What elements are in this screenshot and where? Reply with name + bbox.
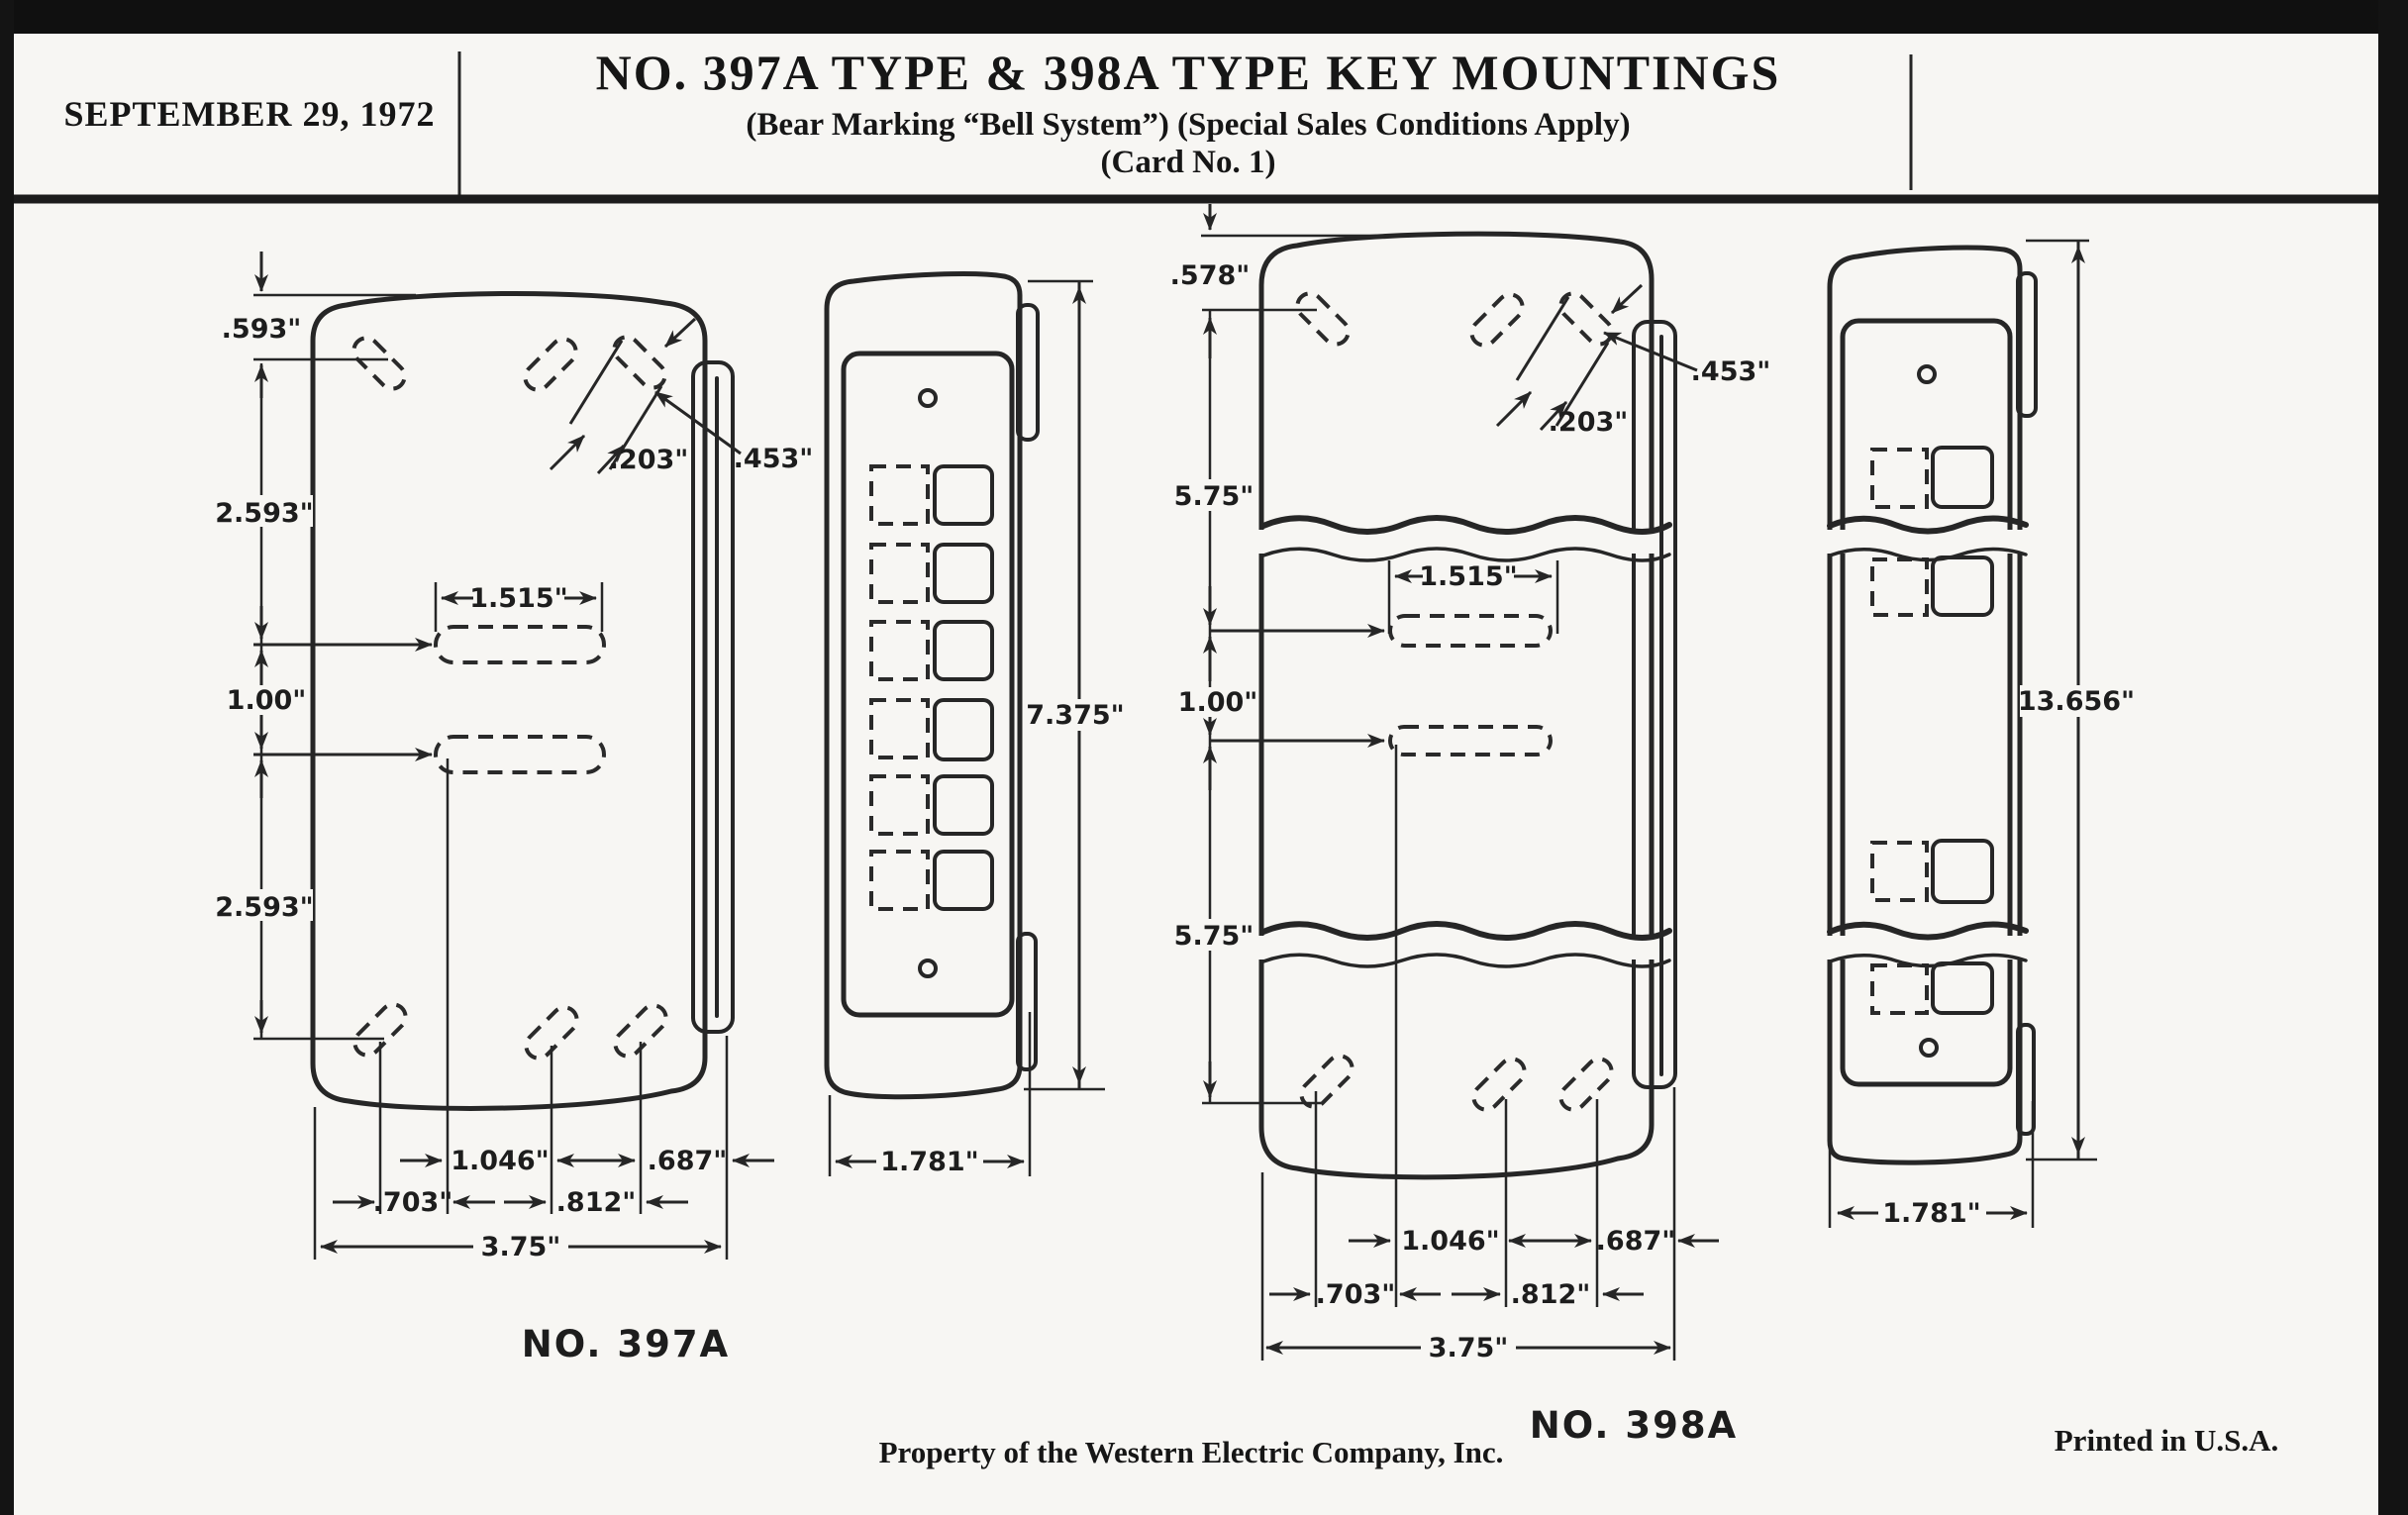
card-number: (Card No. 1)	[1100, 145, 1276, 180]
caption-398a: NO. 398A	[1529, 1404, 1739, 1447]
dim-label-key-slot-width: .203"	[1548, 407, 1629, 438]
top-left-key-slot	[349, 333, 410, 394]
cover-outline	[1830, 248, 2020, 1162]
issue-date: SEPTEMBER 29, 1972	[63, 94, 436, 134]
caption-397a: NO. 397A	[521, 1323, 731, 1365]
bottom-screw-hole	[1921, 1040, 1937, 1056]
dim-label-mid-span: 1.00"	[226, 685, 307, 716]
dim-label-top-offset: .578"	[1169, 260, 1251, 291]
dim-label-left-gap: .703"	[372, 1187, 453, 1218]
property-note: Property of the Western Electric Company, Inc.	[878, 1435, 1504, 1469]
extension-lines	[1201, 236, 1674, 1361]
bottom-screw-hole	[920, 960, 936, 976]
break-line	[1263, 518, 1669, 532]
dim-label-slot-length: 1.515"	[1419, 561, 1518, 592]
left-scan-edge	[0, 0, 14, 1515]
dim-label-hole-gap-center: 1.046"	[1401, 1226, 1500, 1257]
top-left-key-slot	[1292, 288, 1354, 350]
top-right-key-slot	[1555, 288, 1617, 350]
dim-label-overall-height: 13.656"	[2017, 686, 2136, 717]
inner-panel	[844, 354, 1012, 1015]
top-right-key-slot	[609, 332, 670, 393]
front-397a-drawing	[215, 252, 813, 1365]
top-center-key-slot	[1466, 289, 1528, 351]
break-line	[1263, 924, 1669, 938]
dim-label-mid-span: 1.00"	[1177, 687, 1258, 718]
upper-mounting-slot	[436, 627, 604, 662]
dim-label-lower-span: 2.593"	[215, 892, 314, 923]
break-line	[1830, 925, 2026, 938]
dim-label-edge-gap: .687"	[1595, 1226, 1676, 1257]
break-line	[1830, 519, 2026, 532]
sheet-subtitle: (Bear Marking “Bell System”) (Special Sales Conditions Apply)	[746, 107, 1631, 143]
upper-mounting-slot	[1390, 616, 1551, 646]
dim-label-overall-width: 1.781"	[880, 1147, 979, 1177]
dim-label-upper-span: 2.593"	[215, 498, 314, 529]
top-scan-edge	[0, 0, 2408, 34]
top-center-key-slot	[520, 334, 581, 395]
dim-label-slot-length: 1.515"	[469, 583, 568, 614]
dim-label-lower-span: 5.75"	[1173, 921, 1254, 952]
lower-mounting-slot	[1390, 727, 1551, 755]
sheet-title: NO. 397A TYPE & 398A TYPE KEY MOUNTINGS	[595, 45, 1781, 100]
top-screw-hole	[1919, 366, 1935, 382]
dim-label-hole-gap-center: 1.046"	[451, 1146, 550, 1176]
dim-label-top-offset: .593"	[221, 314, 302, 345]
side-397a-drawing	[827, 274, 1127, 1177]
bottom-center-key-slot	[1468, 1054, 1530, 1115]
dim-label-right-gap: .812"	[555, 1187, 637, 1218]
plate-outline	[1261, 234, 1652, 1177]
dim-label-upper-span: 5.75"	[1173, 481, 1254, 512]
dim-label-key-slot-length: .453"	[1690, 356, 1771, 387]
dim-label-right-gap: .812"	[1510, 1279, 1591, 1310]
dim-label-left-gap: .703"	[1315, 1279, 1396, 1310]
front-398a-drawing	[1170, 204, 1771, 1447]
side-398a-drawing	[1824, 241, 2137, 1229]
dim-label-overall-width: 3.75"	[1428, 1333, 1509, 1364]
header	[14, 45, 2378, 199]
key-button-rows	[871, 466, 992, 909]
bottom-right-key-slot	[1555, 1054, 1617, 1115]
dim-label-overall-width: 1.781"	[1882, 1198, 1981, 1229]
printed-note: Printed in U.S.A.	[2054, 1423, 2279, 1458]
top-screw-hole	[920, 390, 936, 406]
dim-label-edge-gap: .687"	[647, 1146, 728, 1176]
plate-outline	[313, 293, 705, 1108]
mounting-flange	[693, 362, 733, 1032]
dim-label-overall-height: 7.375"	[1026, 700, 1125, 731]
lower-mounting-slot	[436, 737, 604, 772]
dim-label-overall-width: 3.75"	[480, 1232, 561, 1262]
dim-label-key-slot-width: .203"	[608, 445, 689, 475]
mounting-flange	[1634, 322, 1675, 1087]
right-scan-edge	[2378, 0, 2408, 1515]
extension-lines	[253, 295, 727, 1260]
width-dimension	[1830, 1101, 2033, 1229]
dim-label-key-slot-length: .453"	[733, 444, 814, 474]
